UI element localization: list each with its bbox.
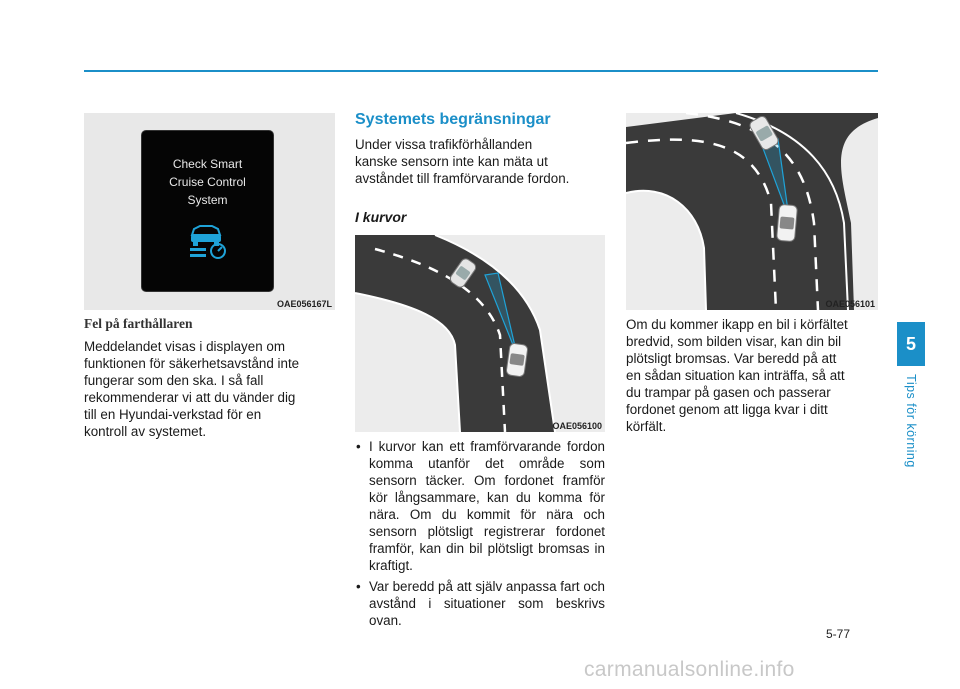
text-line: Meddelandet visas i displayen om — [84, 339, 285, 354]
chapter-number-tab: 5 — [897, 322, 925, 366]
text-line: plötsligt bromsas. Var beredd på att — [626, 351, 837, 366]
text-line: registrerar fordonet framför, kan — [369, 524, 606, 556]
chapter-label: Tips för körning — [904, 374, 918, 468]
text-line: fungerar som den ska. I så fall — [84, 373, 264, 388]
text-line: komma för nära. Om du kommit för — [369, 490, 605, 522]
section-title-limitations: Systemets begränsningar — [355, 111, 551, 128]
figure-code: OAE056101 — [825, 299, 875, 309]
adjacent-lane-paragraph — [626, 316, 878, 435]
list-item — [355, 438, 605, 574]
bullet-dot-icon: • — [356, 439, 361, 454]
section-heading-fault: Fel på farthållaren — [84, 316, 193, 331]
text-line: till en Hyundai-verkstad för en — [84, 407, 262, 422]
text-line: rekommenderar vi att du vänder dig — [84, 390, 296, 405]
cluster-line: System — [187, 193, 228, 207]
text-line: funktionen för säkerhetsavstånd inte — [84, 356, 300, 371]
fault-paragraph — [84, 338, 334, 440]
text-line: avståndet till framförvarande fordon. — [355, 171, 570, 186]
page-number: 5-77 — [826, 627, 851, 641]
text-line: kontroll av systemet. — [84, 424, 207, 439]
text-line: nära och sensorn plötsligt — [369, 507, 605, 539]
text-line: din bil plötsligt bromsas in kraftigt. — [369, 541, 605, 573]
text-line: fordonet genom att ligga kvar i ditt — [626, 402, 828, 417]
cluster-line: Check Smart — [172, 157, 243, 171]
bullet-dot-icon: • — [356, 579, 361, 594]
curve-figure — [355, 235, 605, 432]
adjacent-lane-figure — [626, 113, 878, 310]
text-line: beskrivs ovan. — [369, 596, 605, 628]
text-line: du trampar på gasen och passerar — [626, 385, 831, 400]
list-item — [355, 578, 605, 629]
text-line: Var beredd på att själv anpassa — [369, 579, 557, 594]
text-line: I kurvor kan ett framförvarande — [369, 439, 562, 454]
figure-code: OAE056167L — [276, 299, 332, 309]
text-line: bredvid, som bilden visar, kan din bil — [626, 334, 842, 349]
two-lane-curve-illustration — [626, 113, 878, 310]
text-line: fordon komma utanför det område — [369, 439, 605, 471]
smart-cruise-warning-icon — [188, 225, 228, 259]
bullet-list — [355, 438, 605, 633]
watermark: carmanualsonline.info — [584, 658, 795, 681]
instrument-cluster-display — [142, 131, 273, 291]
cluster-line: Cruise Control — [169, 175, 246, 189]
intro-paragraph — [355, 136, 605, 187]
cluster-figure — [84, 113, 335, 310]
curved-road-illustration — [355, 235, 605, 432]
figure-code: OAE056100 — [552, 421, 602, 431]
text-line: körfält. — [626, 419, 667, 434]
text-line: Under vissa trafikförhållanden — [355, 137, 533, 152]
top-rule — [84, 70, 878, 72]
text-line: en sådan situation kan inträffa, så att — [626, 368, 845, 383]
text-line: framför kör långsammare, kan du — [369, 473, 605, 505]
text-line: kanske sensorn inte kan mäta ut — [355, 154, 548, 169]
text-line: som sensorn täcker. Om fordonet — [369, 456, 605, 488]
subheading-curves: I kurvor — [355, 209, 407, 225]
text-line: Om du kommer ikapp en bil i körfältet — [626, 317, 848, 332]
text-line: fart och avstånd i situationer som — [369, 579, 605, 611]
cluster-message — [142, 155, 273, 209]
